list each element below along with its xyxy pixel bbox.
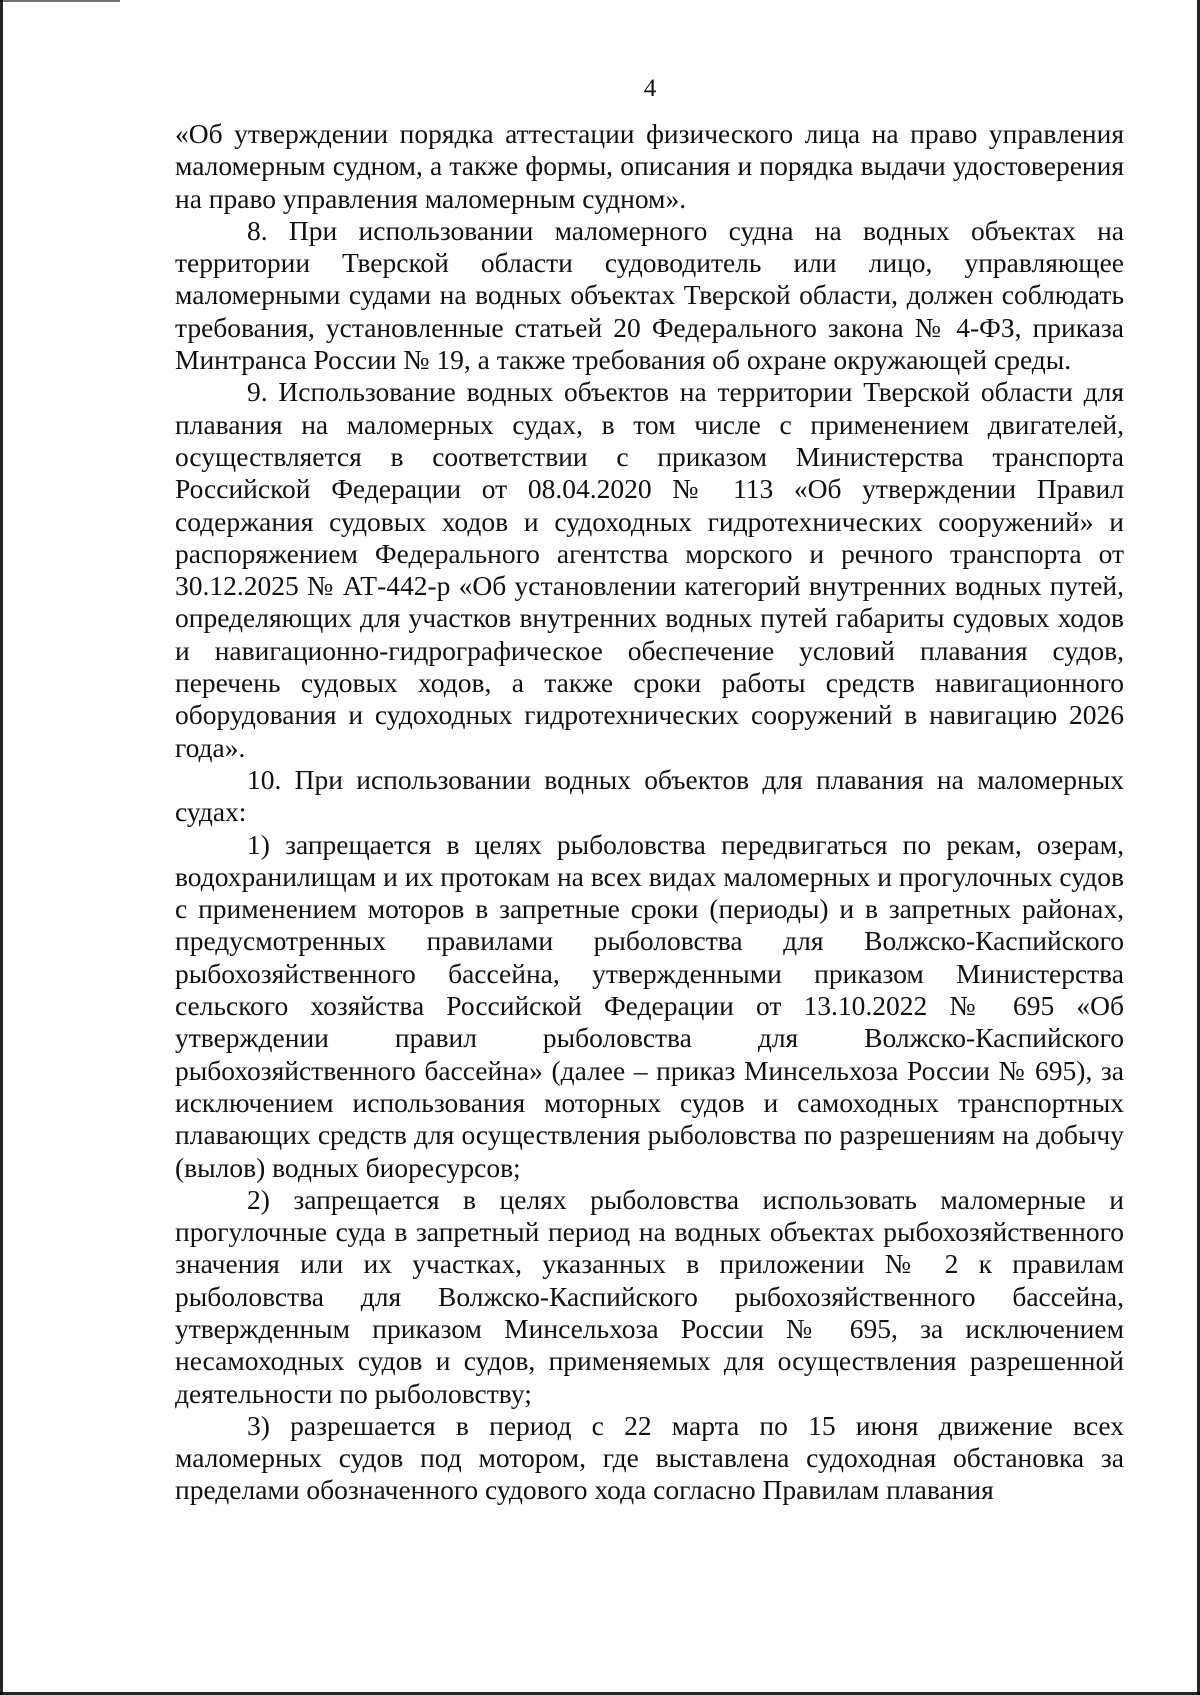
paragraph-item-10: 10. При использовании водных объектов для плавания на маломерных судах: — [175, 763, 1124, 828]
paragraph-item-10-2: 2) запрещается в целях рыболовства использовать маломерные и прогулочные суда в запретный период на водных объектах рыбохозяйственного значения или их участках, указанных в приложении № 2 к правилам рыболовства для Волжско-Каспийского рыбохозяйственного бассейна, утвержденным приказом Минсельхоза России № 695, за исключением несамоходных судов и судов, применяемых для осуществления разрешенной деятельности по рыболовству; — [175, 1183, 1124, 1409]
scan-edge-left — [0, 0, 3, 1695]
paragraph-item-8: 8. При использовании маломерного судна на водных объектах на территории Тверской области судоводитель или лицо, управляющее маломерными судами на водных объектах Тверской области, должен соблюдать требования, установленные статьей 20 Федерального закона № 4-ФЗ, приказа Минтранса России № 19, а также требования об охране окружающей среды. — [175, 214, 1124, 376]
page-number: 4 — [643, 75, 657, 102]
document-body — [175, 118, 1124, 1507]
scan-edge-top — [0, 0, 120, 2]
paragraph-item-10-1: 1) запрещается в целях рыболовства передвигаться по рекам, озерам, водохранилищам и их протокам на всех видах маломерных и прогулочных судов с применением моторов в запретные сроки (периоды) и в запретных районах, предусмотренных правилами рыболовства для Волжско-Каспийского рыбохозяйственного бассейна, утвержденными приказом Министерства сельского хозяйства Российской Федерации от 13.10.2022 № 695 «Об утверждении правил рыболовства для Волжско-Каспийского рыбохозяйственного бассейна» (далее – приказ Минсельхоза России № 695), за исключением использования моторных судов и самоходных транспортных плавающих средств для осуществления рыболовства по разрешениям на добычу (вылов) водных биоресурсов; — [175, 828, 1124, 1183]
paragraph-item-10-3: 3) разрешается в период с 22 марта по 15 июня движение всех маломерных судов под мотором, где выставлена судоходная обстановка за пределами обозначенного судового хода согласно Правилам плавания — [175, 1409, 1124, 1506]
paragraph-item-9: 9. Использование водных объектов на территории Тверской области для плавания на маломерных судах, в том числе с применением двигателей, осуществляется в соответствии с приказом Министерства транспорта Российской Федерации от 08.04.2020 № 113 «Об утверждении Правил содержания судовых ходов и судоходных гидротехнических сооружений» и распоряжением Федерального агентства морского и речного транспорта от 30.12.2025 № АТ-442-р «Об установлении категорий внутренних водных путей, определяющих для участков внутренних водных путей габариты судовых ходов и навигационно-гидрографическое обеспечение условий плавания судов, перечень судовых ходов, а также сроки работы средств навигационного оборудования и судоходных гидротехнических сооружений в навигацию 2026 года». — [175, 376, 1124, 763]
paragraph-intro-continuation: «Об утверждении порядка аттестации физического лица на право управления маломерным судном, а также формы, описания и порядка выдачи удостоверения на право управления маломерным судном». — [175, 118, 1124, 214]
